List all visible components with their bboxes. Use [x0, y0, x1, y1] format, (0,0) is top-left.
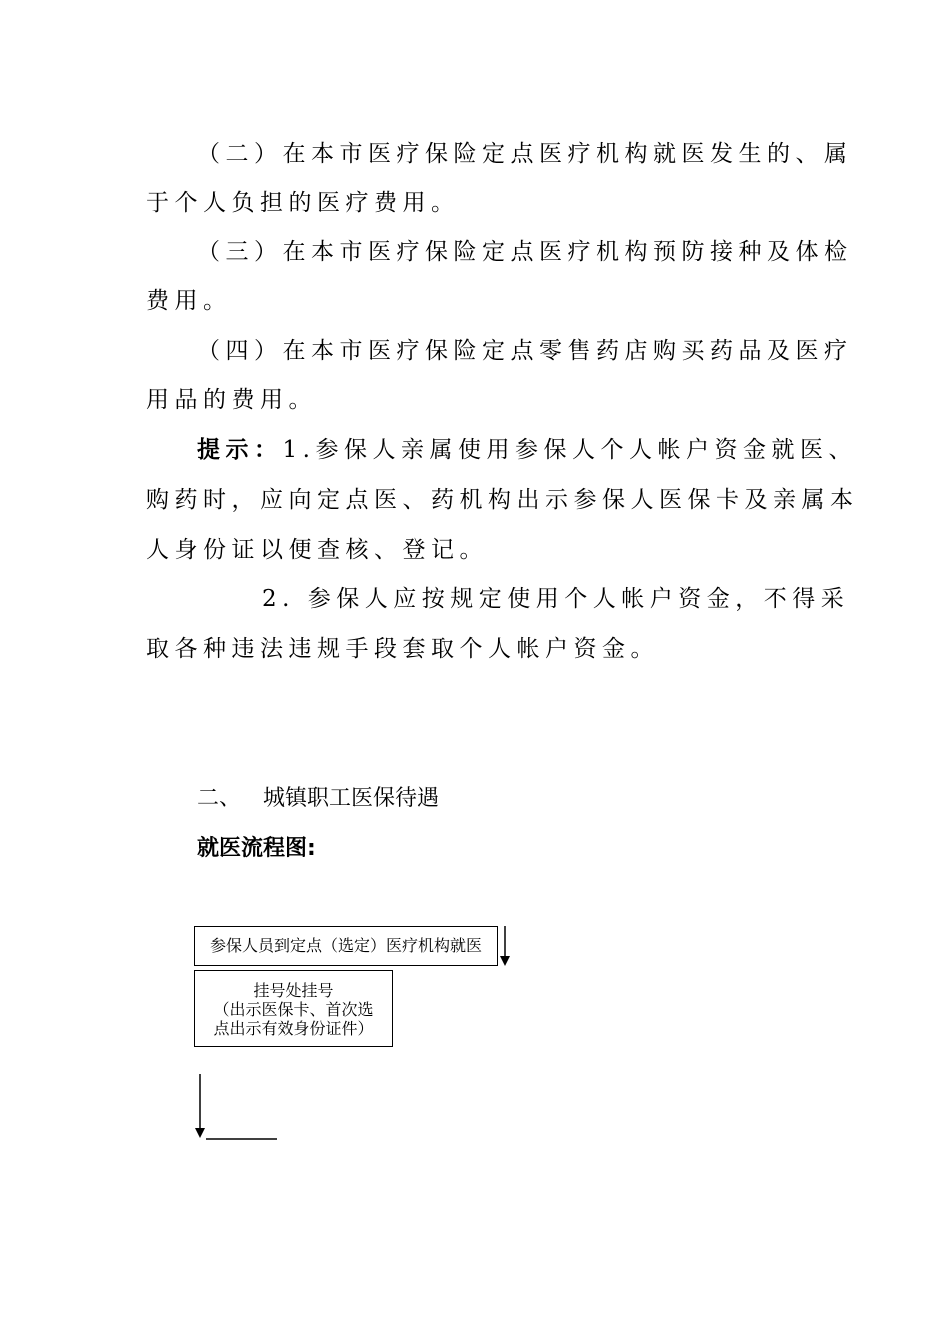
tip-item-1-text: 1.参保人亲属使用参保人个人帐户资金就医、 — [282, 437, 857, 463]
tip-label: 提示： — [197, 436, 283, 463]
paragraph-4-line-2: 用品的费用。 — [146, 387, 317, 413]
flow-arrow-2-icon — [192, 1074, 282, 1142]
flow-chart-label: 就医流程图: — [197, 836, 316, 861]
tip-item-2-line-2: 取各种违法违规手段套取个人帐户资金。 — [146, 636, 659, 662]
flow-arrow-1-icon — [497, 926, 513, 968]
tip-item-1-line-1 — [197, 435, 857, 465]
flow-step-1-box — [194, 926, 498, 966]
flow-step-1-text: 参保人员到定点（选定）医疗机构就医 — [209, 936, 482, 955]
section-title: 城镇职工医保待遇 — [263, 786, 440, 811]
paragraph-2-line-1: （二）在本市医疗保险定点医疗机构就医发生的、属 — [197, 141, 853, 167]
paragraph-2-line-2: 于个人负担的医疗费用。 — [146, 190, 460, 216]
tip-item-2-line-1: 2. 参保人应按规定使用个人帐户资金，不得采 — [262, 586, 850, 612]
flow-step-2-note-line-2: 点出示有效身份证件） — [213, 1019, 374, 1038]
section-number: 二、 — [197, 786, 242, 811]
paragraph-4-line-1: （四）在本市医疗保险定点零售药店购买药品及医疗 — [197, 338, 853, 364]
paragraph-3-line-2: 费用。 — [146, 288, 232, 314]
flow-step-2-note-line-1: （出示医保卡、首次选 — [213, 1000, 374, 1019]
tip-item-1-line-2: 购药时，应向定点医、药机构出示参保人医保卡及亲属本 — [146, 487, 859, 513]
flow-step-2-title: 挂号处挂号 — [253, 981, 334, 1000]
paragraph-3-line-1: （三）在本市医疗保险定点医疗机构预防接种及体检 — [197, 239, 853, 265]
flow-step-2-box — [194, 970, 393, 1047]
section-heading — [197, 784, 439, 814]
tip-item-1-line-3: 人身份证以便查核、登记。 — [146, 537, 488, 563]
